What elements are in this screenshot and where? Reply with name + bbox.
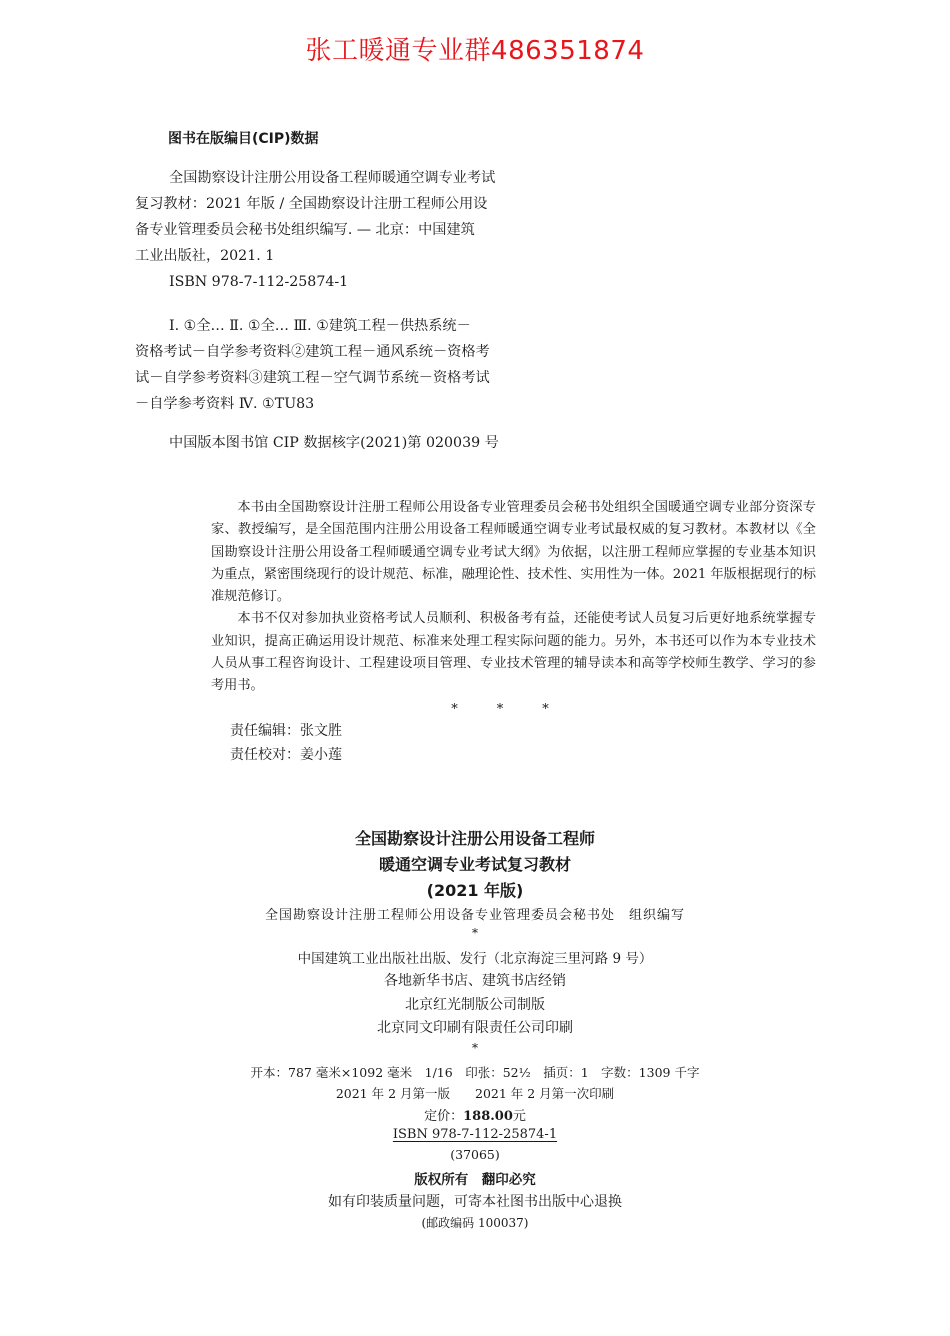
cip-subjects bbox=[135, 313, 547, 417]
distributor: 各地新华书店、建筑书店经销 bbox=[384, 973, 566, 989]
responsible-editor: 责任编辑：张文胜 bbox=[230, 723, 342, 739]
cip-entry bbox=[135, 165, 547, 295]
colophon-star: * bbox=[472, 1041, 478, 1055]
separator-stars: * * * bbox=[451, 702, 549, 717]
colophon-isbn-number: ISBN 978-7-112-25874-1 bbox=[392, 1127, 558, 1142]
watermark-text: 张工暖通专业群486351874 bbox=[305, 36, 645, 66]
printer: 北京同文印刷有限责任公司印刷 bbox=[377, 1020, 573, 1036]
cip-entry-line: 复习教材：2021 年版 / 全国勘察设计注册工程师公用设 bbox=[135, 196, 488, 212]
cip-subject-line: －自学参考资料 Ⅳ. ①TU83 bbox=[135, 396, 315, 412]
price-unit: 元 bbox=[512, 1109, 526, 1124]
cip-heading: 图书在版编目(CIP)数据 bbox=[168, 131, 319, 147]
book-title-line2: 暖通空调专业考试复习教材 bbox=[378, 855, 571, 874]
cip-entry-line: 工业出版社，2021. 1 bbox=[135, 248, 275, 264]
price-label: 定价： bbox=[424, 1109, 464, 1124]
price bbox=[0, 1105, 950, 1124]
cip-subject-line: 资格考试－自学参考资料②建筑工程－通风系统－资格考 bbox=[135, 344, 490, 360]
colophon-isbn bbox=[0, 1127, 950, 1142]
postcode: (邮政编码 100037) bbox=[421, 1216, 529, 1230]
cip-subject-line: 试－自学参考资料③建筑工程－空气调节系统－资格考试 bbox=[135, 370, 490, 386]
return-notice: 如有印装质量问题，可寄本社图书出版中心退换 bbox=[328, 1194, 622, 1210]
cip-subject-line: Ⅰ. ①全… Ⅱ. ①全… Ⅲ. ①建筑工程－供热系统－ bbox=[169, 318, 471, 334]
cip-number: 中国版本图书馆 CIP 数据核字(2021)第 020039 号 bbox=[169, 435, 499, 451]
book-edition: (2021 年版) bbox=[426, 881, 524, 900]
cip-entry-line: 备专业管理委员会秘书处组织编写. — 北京：中国建筑 bbox=[135, 222, 475, 238]
plate-maker: 北京红光制版公司制版 bbox=[405, 997, 545, 1013]
book-title-line1: 全国勘察设计注册公用设备工程师 bbox=[354, 829, 595, 848]
price-value: 188.00 bbox=[463, 1109, 513, 1124]
compiler: 全国勘察设计注册工程师公用设备专业管理委员会秘书处 组织编写 bbox=[264, 908, 685, 923]
printing-info: 2021 年 2 月第一版 2021 年 2 月第一次印刷 bbox=[335, 1086, 615, 1101]
book-summary bbox=[211, 497, 816, 698]
responsible-proofreader: 责任校对：姜小莲 bbox=[230, 747, 342, 763]
copyright-notice: 版权所有 翻印必究 bbox=[414, 1172, 536, 1188]
cip-isbn: ISBN 978-7-112-25874-1 bbox=[169, 274, 349, 290]
summary-paragraph: 本书不仅对参加执业资格考试人员顺利、积极备考有益，还能使考试人员复习后更好地系统掌握专业知识，提高正确运用设计规范、标准来处理工程实际问题的能力。另外，本书还可以作为本专业技术人员从事工程咨询设计、工程建设项目管理、专业技术管理的辅导读本和高等学校师生教学、学习的参考用书。 bbox=[211, 611, 816, 694]
summary-paragraph: 本书由全国勘察设计注册工程师公用设备专业管理委员会秘书处组织全国暖通空调专业部分资深专家、教授编写，是全国范围内注册公用设备工程师暖通空调专业考试最权威的复习教材。本教材以《全国勘察设计注册公用设备工程师暖通空调专业考试大纲》为依据，以注册工程师应掌握的专业基本知识为重点，紧密围绕现行的设计规范、标准，融理论性、技术性、实用性为一体。2021 年版根据现行的标准规范修订。 bbox=[211, 500, 816, 605]
catalog-code: (37065) bbox=[450, 1147, 500, 1162]
cip-entry-line: 全国勘察设计注册公用设备工程师暖通空调专业考试 bbox=[169, 170, 496, 186]
book-specs: 开本：787 毫米×1092 毫米 1/16 印张：52½ 插页：1 字数：1309 千字 bbox=[250, 1065, 700, 1080]
colophon-star: * bbox=[472, 926, 478, 940]
publisher: 中国建筑工业出版社出版、发行（北京海淀三里河路 9 号） bbox=[297, 951, 653, 967]
